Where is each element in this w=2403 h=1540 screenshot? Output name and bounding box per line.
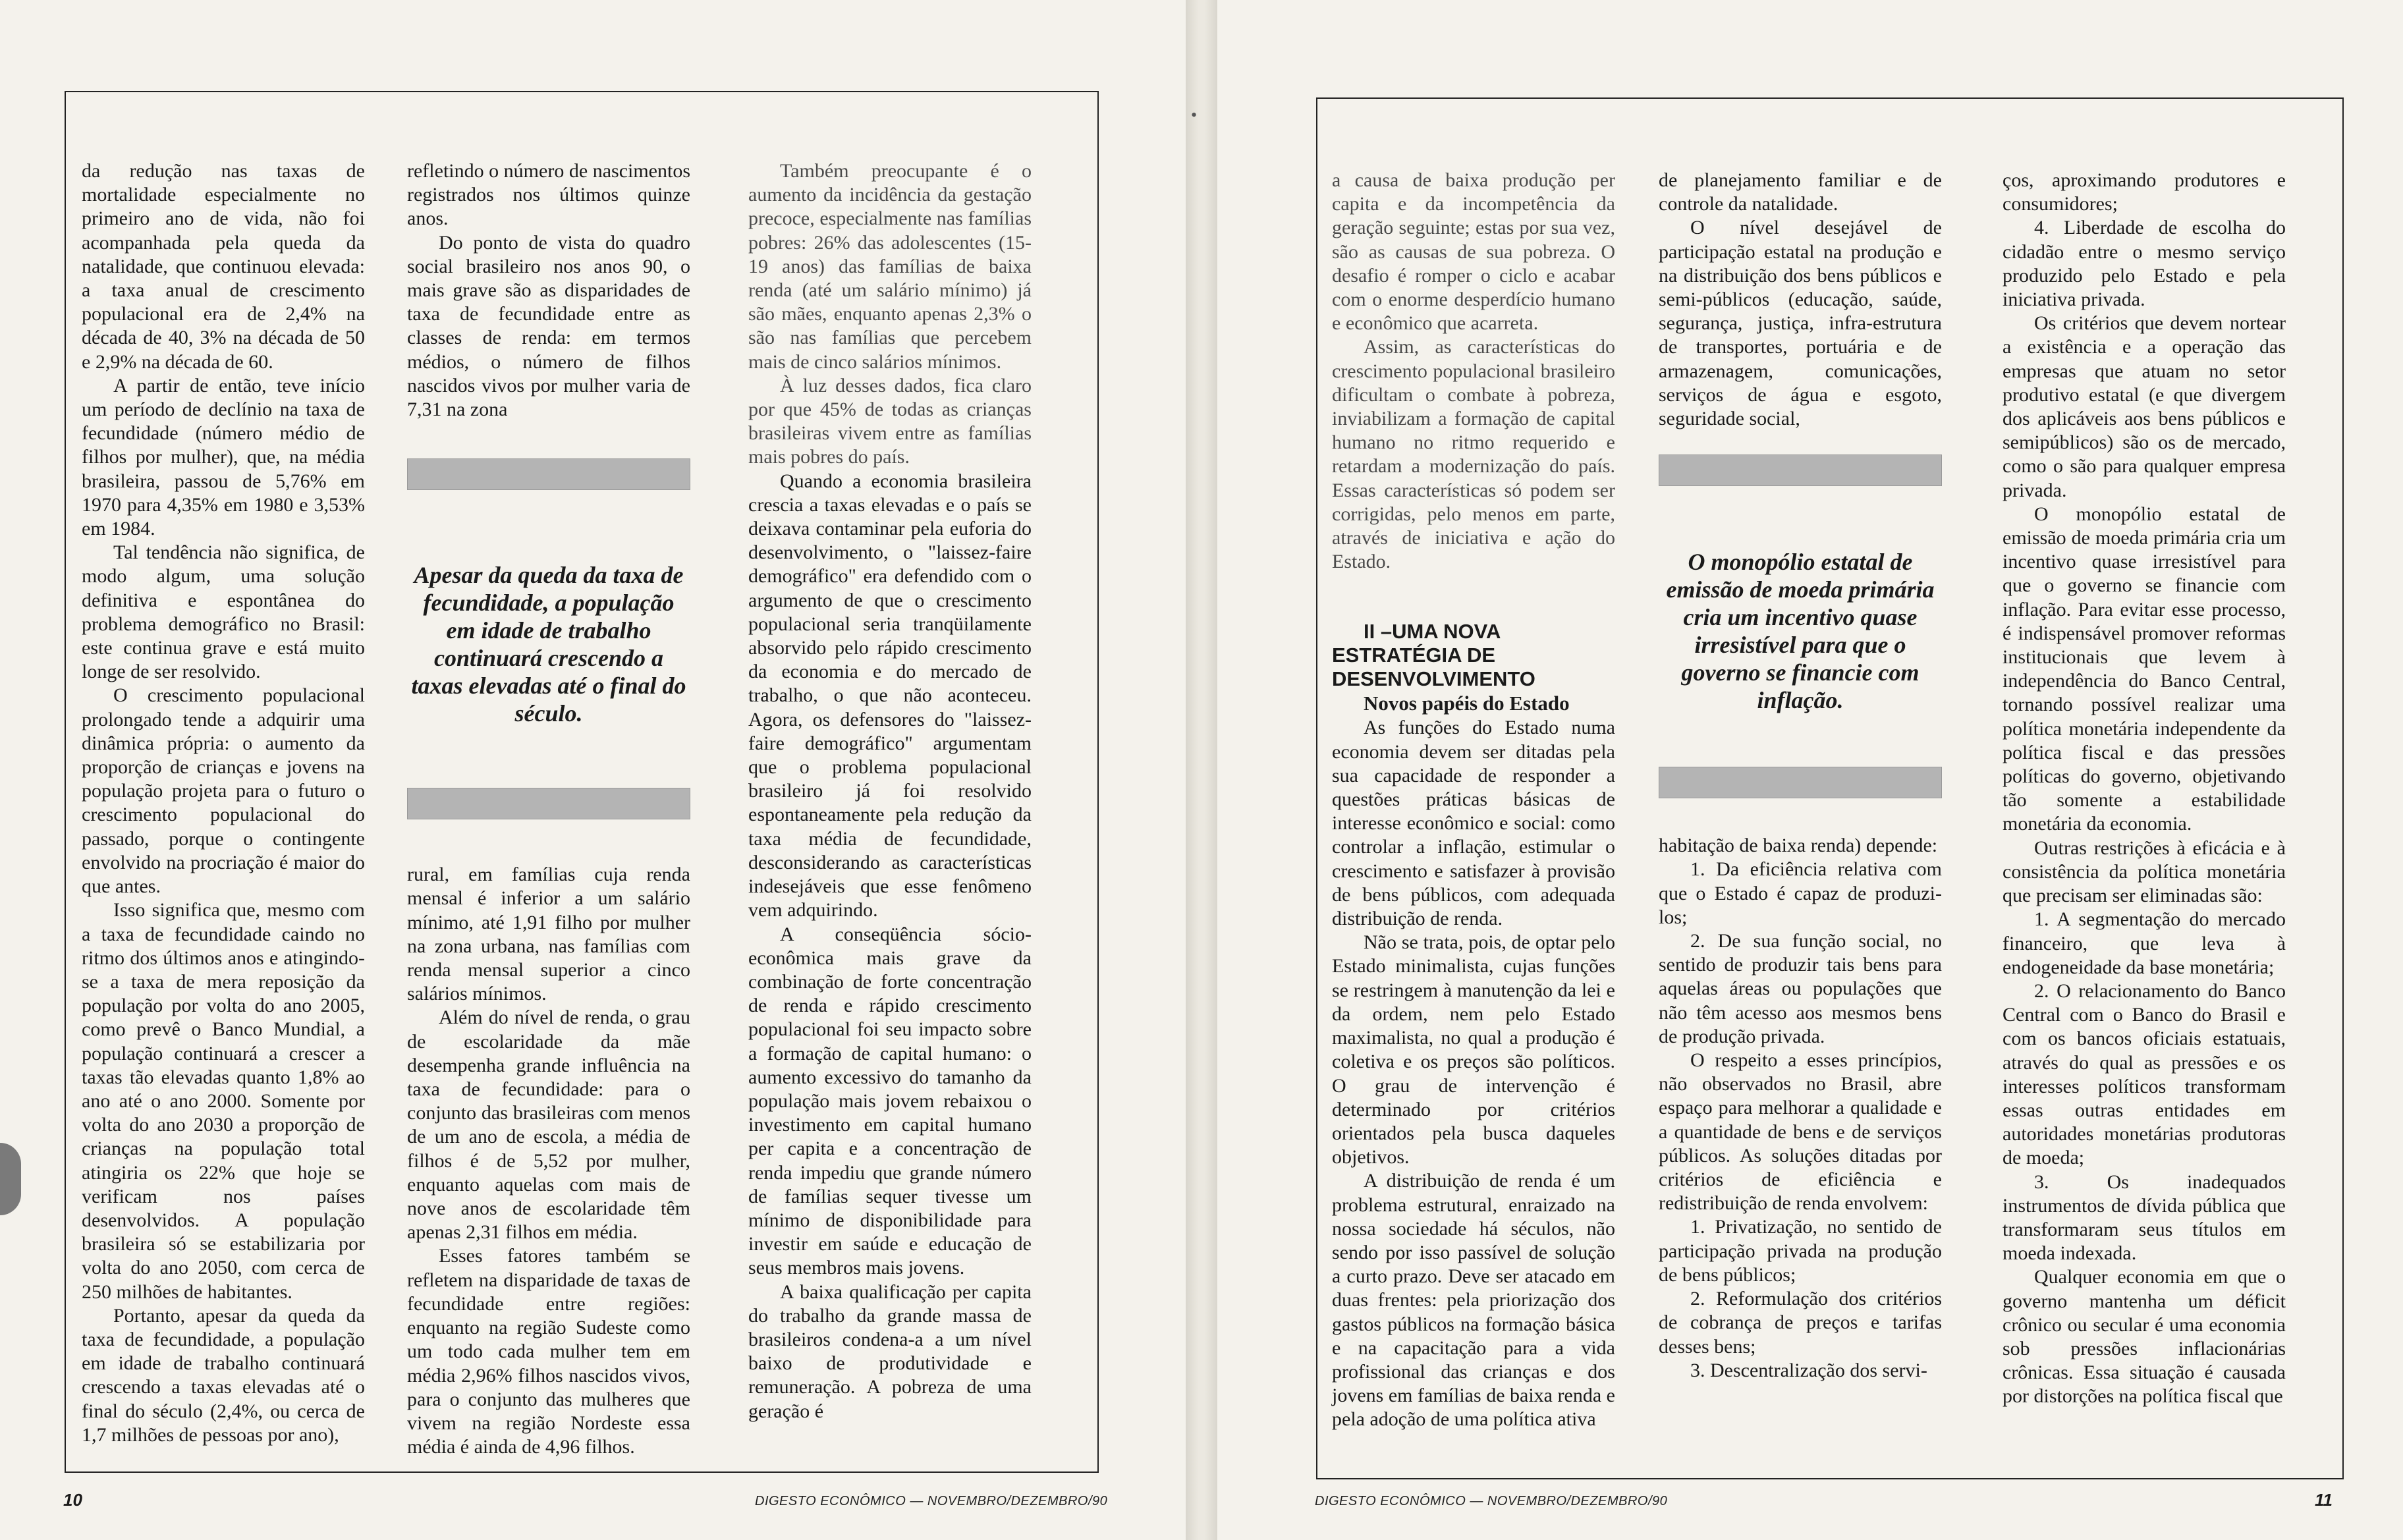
paragraph: Também preocupante é o aumento da incidência da gestação precoce, especialmente nas famílias pobres: 26% das adolescentes (15-19 anos) das famílias de baixa renda (até um salário mínimo) já são mães, enquanto apenas 2,3% o são nas famílias que percebem mais de cinco salários mínimos. bbox=[748, 160, 1032, 373]
paragraph: rural, em famílias cuja renda mensal é inferior a um salário mínimo, até 1,91 filho por mulher na zona urbana, nas famílias com renda mensal superior a cinco salários mínimos. bbox=[407, 864, 690, 1005]
left-column-1 bbox=[82, 159, 365, 1447]
paragraph: Do ponto de vista do quadro social brasileiro nos anos 90, o mais grave são as disparidades de taxa de fecundidade entre as classes de renda: em termos médios, o número de filhos nascidos vivos por mulher varia de 7,31 na zona bbox=[407, 231, 690, 421]
paragraph: Não se trata, pois, de optar pelo Estado minimalista, cujas funções se restringem à manutenção da lei e da ordem, nem pelo Estado maximalista, no qual a produção é coletiva e os preços são políticos. O grau de intervenção é determinado por critérios orientados pela busca daqueles objetivos. bbox=[1332, 931, 1615, 1169]
paragraph: O respeito a esses princípios, não observados no Brasil, abre espaço para melhorar a qualidade e a quantidade de bens e de serviços públicos. As soluções ditadas por critérios de eficiência e redistribuição de renda envolvem: bbox=[1659, 1049, 1942, 1215]
paragraph: A partir de então, teve início um período de declínio na taxa de fecundidade (número médio de filhos por mulher), que, na média brasileira, passou de 5,76% em 1970 para 4,35% em 1980 e 3,53% em 1984. bbox=[82, 374, 365, 540]
left-page-frame bbox=[65, 91, 1099, 1473]
left-page bbox=[0, 0, 1186, 1540]
paragraph: Esses fatores também se refletem na disparidade de taxas de fecundidade entre regiões: enquanto na região Sudeste como um todo cada mulher tem em média 2,96% filhos nascidos vivos, para o conjunto das mulheres que vivem na região Nordeste essa média é ainda de 4,96 filhos. bbox=[407, 1245, 690, 1458]
left-column-2-bottom bbox=[407, 863, 690, 1459]
paragraph: Quando a economia brasileira crescia a taxas elevadas e o país se deixava contaminar pela euforia do desenvolvimento, o "laissez-faire demográfico" era defendido com o argumento de que o crescimento populacional seria tranqüilamente absorvido pelo rápido crescimento da economia e do mercado de trabalho, o que não aconteceu. Agora, os defensores do "laissez-faire demográfico" argumentam que o problema populacional brasileiro já foi resolvido espontaneamente pela redução da taxa média de fecundidade, desconsiderando as características indesejáveis que esse fenômeno vem adquirindo. bbox=[748, 470, 1032, 921]
right-column-2-bottom bbox=[1659, 834, 1942, 1383]
paragraph: Portanto, apesar da queda da taxa de fecundidade, a população em idade de trabalho continuará crescendo a taxas elevadas até o final do século (2,4%, ou cerca de 1,7 milhões de pessoas por ano), bbox=[82, 1304, 365, 1446]
gutter-mark-icon: • bbox=[1191, 105, 1198, 124]
paragraph: 1. Privatização, no sentido de participação privada na produção de bens públicos; bbox=[1659, 1216, 1942, 1286]
paragraph: 1. Da eficiência relativa com que o Estado é capaz de produzi-los; bbox=[1659, 858, 1942, 928]
paragraph: Qualquer economia em que o governo mantenha um déficit crônico ou secular é uma economia sob pressões inflacionárias crônicas. Essa situação é causada por distorções na política fiscal que bbox=[2002, 1266, 2286, 1408]
pull-quote-text: Apesar da queda da taxa de fecundidade, a população em idade de trabalho continuará crescendo a taxas elevadas até o final do século. bbox=[411, 562, 686, 727]
left-column-2 bbox=[407, 159, 690, 1459]
left-column-2-top bbox=[407, 159, 690, 422]
paragraph: Os critérios que devem nortear a existência e a operação das empresas que atuam no setor produtivo estatal (e que divergem dos aplicáveis aos bens públicos e semipúblicos) são os de mercado, como o são para qualquer empresa privada. bbox=[2002, 312, 2286, 501]
paragraph: Tal tendência não significa, de modo algum, uma solução definitiva e espontânea do problema demográfico no Brasil: este continua grave e está muito longe de ser resolvido. bbox=[82, 541, 365, 683]
page-number-left: 10 bbox=[63, 1490, 82, 1510]
paragraph: À luz desses dados, fica claro por que 45% de todas as crianças brasileiras vivem entre as famílias mais pobres do país. bbox=[748, 374, 1032, 468]
pull-quote-bar-bottom bbox=[407, 788, 690, 819]
right-column-3 bbox=[2002, 169, 2286, 1409]
pull-quote-bar-top bbox=[407, 458, 690, 490]
paragraph: O monopólio estatal de emissão de moeda primária cria um incentivo quase irresistível para que o governo se financie com inflação. Para evitar esse processo, é indispensável promover reformas institucionais que levem à independência do Banco Central, tornando possível realizar uma política monetária independente da política fiscal e das pressões políticas do governo, objetivando tão somente a estabilidade monetária da economia. bbox=[2002, 503, 2286, 835]
pull-quote-text: O monopólio estatal de emissão de moeda primária cria um incentivo quase irresistível para que o governo se financie com inflação. bbox=[1666, 549, 1935, 714]
footer-left: DIGESTO ECONÔMICO — NOVEMBRO/DEZEMBRO/90 bbox=[755, 1494, 1108, 1508]
left-column-3 bbox=[748, 159, 1032, 1423]
paragraph: 2. De sua função social, no sentido de produzir tais bens para aquelas áreas ou populações que não têm acesso aos mesmos bens de produção privada. bbox=[1659, 930, 1942, 1047]
paragraph: A distribuição de renda é um problema estrutural, enraizado na nossa sociedade há séculos, não sendo por isso passível de solução a curto prazo. Deve ser atacado em duas frentes: pela priorização dos gastos públicos na formação básica e na capacitação para a vida profissional das crianças e dos jovens em famílias de baixa renda e pela adoção de uma política ativa bbox=[1332, 1170, 1615, 1431]
paragraph: Assim, as características do crescimento populacional brasileiro dificultam o combate à pobreza, inviabilizam a formação de capital humano no ritmo requerido e retardam a modernização do país. Essas características só podem ser corrigidas, pelo menos em parte, através de iniciativa e ação do Estado. bbox=[1332, 336, 1615, 573]
paragraph: Além do nível de renda, o grau de escolaridade da mãe desempenha grande influência na taxa de fecundidade: para o conjunto das brasileiras com menos de um ano de escola, a média de filhos é de 5,52 por mulher, enquanto aquelas com mais de nove anos de escolaridade têm apenas 2,31 filhos em média. bbox=[407, 1006, 690, 1244]
paragraph: ços, aproximando produtores e consumidores; bbox=[2002, 169, 2286, 215]
right-page bbox=[1217, 0, 2403, 1540]
paragraph: A baixa qualificação per capita do trabalho da grande massa de brasileiros condena-a a um nível baixo de produtividade e remuneração. A pobreza de uma geração é bbox=[748, 1280, 1032, 1422]
paragraph: 3. Os inadequados instrumentos de dívida pública que transformaram seus títulos em moeda indexada. bbox=[2002, 1170, 2286, 1265]
paragraph: da redução nas taxas de mortalidade especialmente no primeiro ano de vida, não foi acompanhada pela queda da natalidade, que continuou elevada: a taxa anual de crescimento populacional era de 2,4% na década de 40, 3% na década de 50 e 2,9% na década de 60. bbox=[82, 160, 365, 373]
page-edge-tab bbox=[0, 1143, 21, 1215]
paragraph: 1. A segmentação do mercado financeiro, que leva à endogeneidade da base monetária; bbox=[2002, 908, 2286, 978]
right-column-1-top bbox=[1332, 169, 1615, 574]
right-page-frame bbox=[1316, 97, 2344, 1479]
paragraph: 3. Descentralização dos servi- bbox=[1690, 1359, 1927, 1381]
paragraph: 2. Reformulação dos critérios de cobrança de preços e tarifas desses bens; bbox=[1659, 1288, 1942, 1358]
paragraph: de planejamento familiar e de controle da natalidade. bbox=[1659, 169, 1942, 215]
footer-right: DIGESTO ECONÔMICO — NOVEMBRO/DEZEMBRO/90 bbox=[1315, 1494, 1668, 1508]
paragraph: O nível desejável de participação estatal na produção e na distribuição dos bens públicos e semi-públicos (educação, saúde, segurança, justiça, infra-estrutura de transportes, portuária e de armazenagem, comunicações, serviços de água e esgoto, seguridade social, bbox=[1659, 217, 1942, 430]
right-column-2 bbox=[1659, 169, 1942, 1383]
book-gutter bbox=[1186, 0, 1217, 1540]
right-column-1-bottom bbox=[1332, 716, 1615, 1431]
sub-heading: Novos papéis do Estado bbox=[1364, 692, 1570, 715]
right-column-2-top bbox=[1659, 169, 1942, 431]
paragraph: As funções do Estado numa economia devem ser ditadas pela sua capacidade de responder a questões práticas básicas de interesse econômico e social: como controlar a inflação, estimular o crescimento e satisfazer à provisão de bens públicos, com adequada distribuição de renda. bbox=[1332, 717, 1615, 930]
paragraph: refletindo o número de nascimentos registrados nos últimos quinze anos. bbox=[407, 160, 690, 230]
pull-quote-right bbox=[1659, 454, 1942, 798]
paragraph: Outras restrições à eficácia e à consistência da política monetária que precisam ser eliminadas são: bbox=[2002, 837, 2286, 907]
right-column-1 bbox=[1332, 169, 1615, 1432]
paragraph: habitação de baixa renda) depende: bbox=[1659, 835, 1938, 857]
paragraph: 4. Liberdade de escolha do cidadão entre o mesmo serviço produzido pelo Estado e pela iniciativa privada. bbox=[2002, 217, 2286, 311]
pull-quote-bar-bottom bbox=[1659, 767, 1942, 798]
section-heading: II –UMA NOVA ESTRATÉGIA DE DESENVOLVIMENTO bbox=[1332, 620, 1535, 691]
paragraph: a causa de baixa produção per capita e da incompetência da geração seguinte; estas por sua vez, são as causas de sua pobreza. O desafio é romper o ciclo e acabar com o enorme desperdício humano e econômico que acarreta. bbox=[1332, 169, 1615, 335]
pull-quote-bar-top bbox=[1659, 454, 1942, 486]
pull-quote-left bbox=[407, 458, 690, 819]
page-number-right: 11 bbox=[2315, 1490, 2333, 1510]
paragraph: Isso significa que, mesmo com a taxa de fecundidade caindo no ritmo dos últimos anos e atingindo-se a taxa de mera reposição da população por volta do ano 2005, como prevê o Banco Mundial, a população continuará a crescer a taxas tão elevadas quanto 1,8% ao ano até o ano 2000. Somente por volta do ano 2030 a proporção de crianças na população total atingiria os 22% que hoje se verificam nos países desenvolvidos. A população brasileira só se estabilizaria por volta do ano 2050, com cerca de 250 milhões de habitantes. bbox=[82, 899, 365, 1303]
paragraph: 2. O relacionamento do Banco Central com o Banco do Brasil e com os bancos oficiais estatuais, através do qual as pressões e os interesses políticos transformam essas outras entidades em autoridades monetárias produtoras de moeda; bbox=[2002, 979, 2286, 1169]
paragraph: O crescimento populacional prolongado tende a adquirir uma dinâmica própria: o aumento da proporção de crianças e jovens na população projeta para o futuro o crescimento populacional do passado, porque o contingente envolvido na procriação é maior do que antes. bbox=[82, 684, 365, 898]
paragraph: A conseqüência sócio-econômica mais grave da combinação de forte concentração de renda e rápido crescimento populacional foi seu impacto sobre a formação de capital humano: o aumento excessivo do tamanho da população mais jovem rebaixou o investimento em capital humano per capita e a concentração de renda impediu que grande número de famílias sequer tivesse um mínimo de disponibilidade para investir em saúde e educação de seus membros mais jovens. bbox=[748, 923, 1032, 1279]
